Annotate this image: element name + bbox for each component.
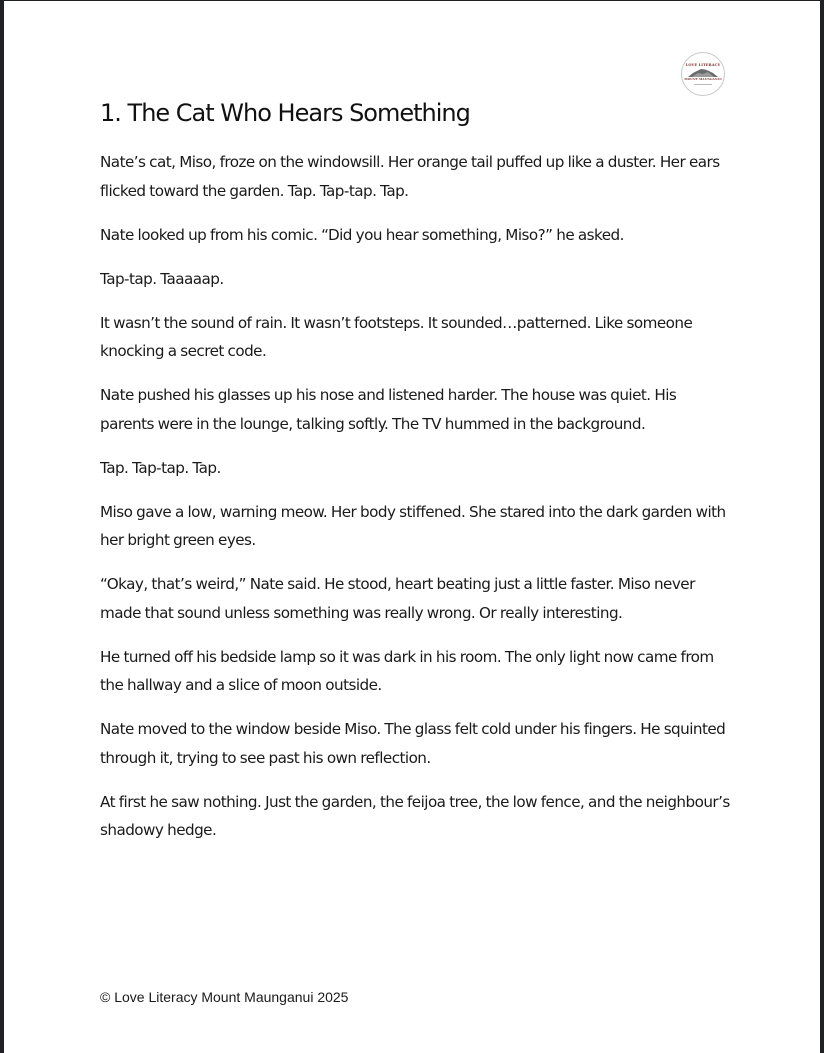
paragraph: Nate pushed his glasses up his nose and listened harder. The house was quiet. His parents were in the lounge, talking softly. The TV hummed in the background. — [100, 386, 677, 433]
paragraph: He turned off his bedside lamp so it was dark in his room. The only light now came from the hallway and a slice of moon outside. — [100, 647, 714, 694]
paragraph: Nate’s cat, Miso, froze on the windowsill. Her orange tail puffed up like a duster. Her ears flicked toward the garden. Tap. Tap-tap. Tap. — [100, 153, 720, 200]
logo-badge — [681, 52, 725, 96]
logo-top-text: LOVE LITERACY — [685, 63, 721, 68]
paragraph: Miso gave a low, warning meow. Her body stiffened. She stared into the dark garden with her bright green eyes. — [100, 502, 726, 549]
paragraph: Tap. Tap-tap. Tap. — [100, 458, 221, 477]
paragraph: Nate moved to the window beside Miso. The glass felt cold under his fingers. He squinted through it, trying to see past his own reflection. — [100, 720, 726, 767]
paragraph: It wasn’t the sound of rain. It wasn’t footsteps. It sounded…patterned. Like someone knocking a secret code. — [100, 313, 693, 360]
copyright-footer: © Love Literacy Mount Maunganui 2025 — [100, 989, 349, 1005]
mountain-icon — [688, 68, 718, 77]
logo-tagline — [694, 84, 712, 85]
story-body — [100, 148, 730, 860]
paragraph: Nate looked up from his comic. “Did you hear something, Miso?” he asked. — [100, 225, 624, 244]
paragraph: Tap-tap. Taaaaap. — [100, 269, 224, 288]
paragraph: “Okay, that’s weird,” Nate said. He stood, heart beating just a little faster. Miso never made that sound unless something was really wrong. Or really interesting. — [100, 575, 695, 622]
paragraph: At first he saw nothing. Just the garden, the feijoa tree, the low fence, and the neighbour’s shadowy hedge. — [100, 792, 730, 839]
document-page — [4, 1, 820, 1053]
page-title: 1. The Cat Who Hears Something — [100, 99, 470, 127]
logo-bottom-text: MOUNT MAUNGANUI — [684, 77, 722, 82]
